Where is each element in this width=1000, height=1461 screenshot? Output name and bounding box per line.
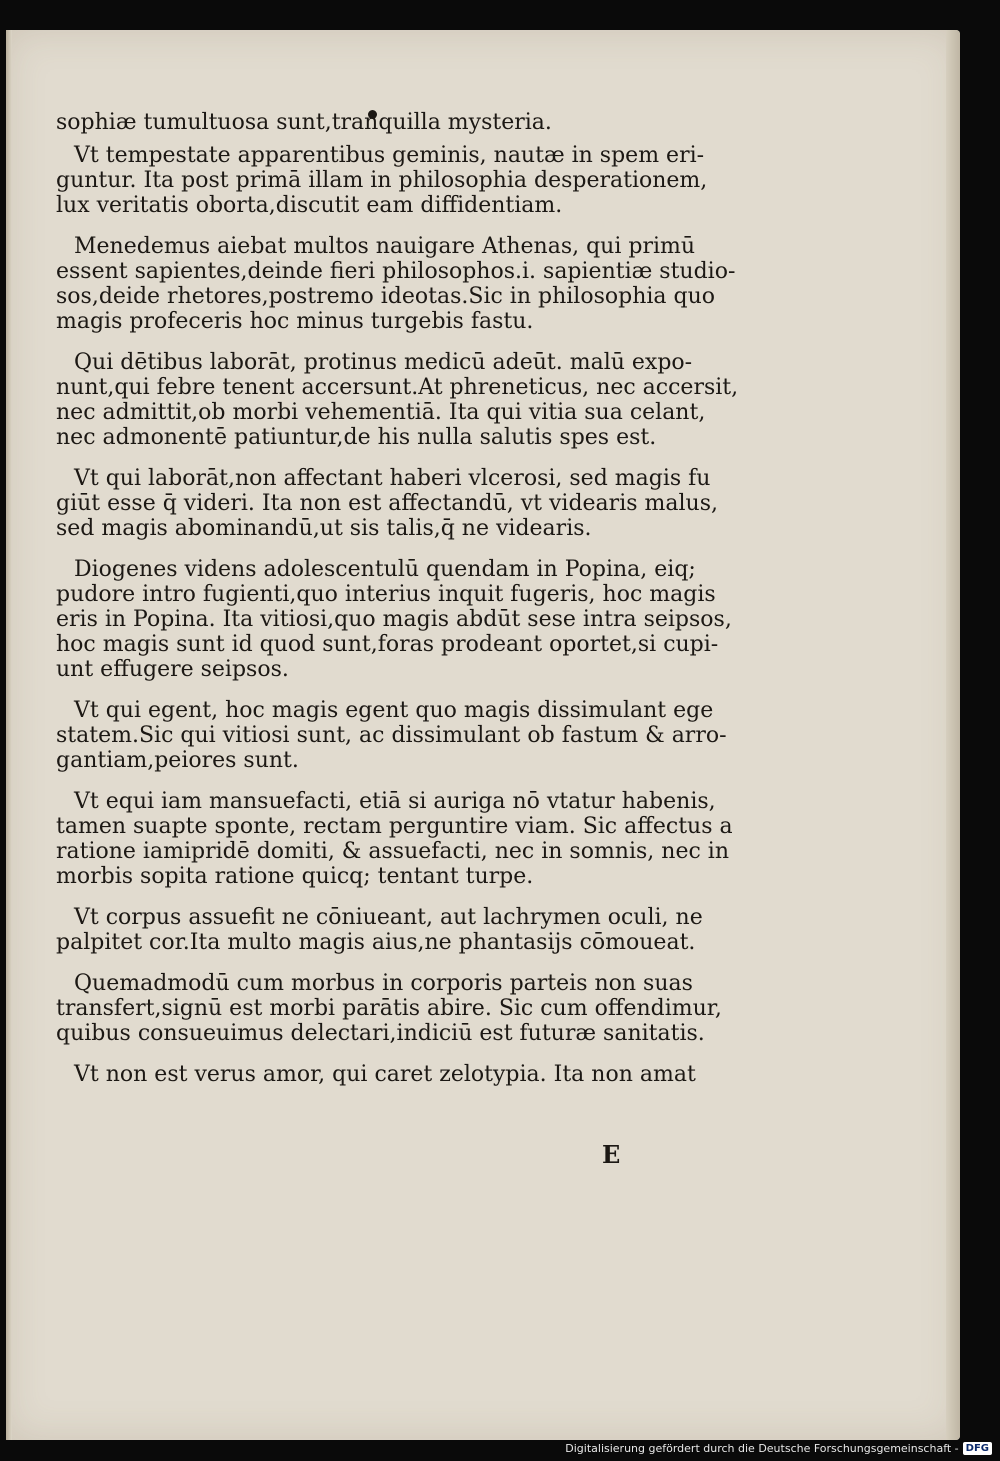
paragraph [56,698,727,773]
text-line: sed magis abominandū,ut sis talis,q̄ ne videaris. [56,516,592,541]
text-line: quibus consueuimus delectari,indiciū est futuræ sanitatis. [56,1021,705,1046]
text-line: Quemadmodū cum morbus in corporis parteis non suas [74,971,693,996]
paragraph [56,789,733,889]
paragraph [56,466,724,541]
text-line: essent sapientes,deinde fieri philosophos.i. sapientiæ studio- [56,259,736,284]
text-line: ratione iamipridē domiti, & assuefacti, nec in somnis, nec in [56,839,729,864]
signature-mark: E [602,1140,621,1169]
page-left-edge [6,30,12,1440]
text-line: nec admittit,ob morbi vehementiā. Ita qui vitia sua celant, [56,400,706,425]
paragraph [56,557,732,682]
text-line: transfert,signū est morbi parātis abire. Sic cum offendimur, [56,996,722,1021]
paragraph [56,905,724,955]
text-line: nunt,qui febre tenent accersunt.At phreneticus, nec accersit, [56,375,739,400]
text-line: pudore intro fugienti,quo interius inquit fugeris, hoc magis [56,582,716,607]
text-line: statem.Sic qui vitiosi sunt, ac dissimulant ob fastum & arro- [56,723,727,748]
text-line: Vt tempestate apparentibus geminis, nautæ in spem eri- [74,143,705,168]
text-line: nec admonentē patiuntur,de his nulla salutis spes est. [56,425,657,450]
page-right-edge [946,30,960,1440]
text-line: Vt corpus assuefit ne cōniueant, aut lachrymen oculi, ne [74,905,703,930]
text-line: lux veritatis oborta,discutit eam diffidentiam. [56,193,563,218]
paragraph [56,350,739,450]
text-line: guntur. Ita post primā illam in philosophia desperationem, [56,168,708,193]
paragraph [56,234,736,334]
credit-text: Digitalisierung gefördert durch die Deutsche Forschungsgemeinschaft - [565,1442,959,1455]
continued-line: sophiæ tumultuosa sunt,tranquilla mysteria. [56,110,552,135]
text-line: Vt non est verus amor, qui caret zelotypia. Ita non amat [74,1062,696,1087]
text-line: Menedemus aiebat multos nauigare Athenas, qui primū [74,234,696,259]
text-line: sos,deide rhetores,postremo ideotas.Sic in philosophia quo [56,284,716,309]
paragraph [56,971,724,1046]
text-line: palpitet cor.Ita multo magis aius,ne phantasijs cōmoueat. [56,930,696,955]
digitization-credit [565,1442,992,1455]
text-line: magis profeceris hoc minus turgebis fastu. [56,309,534,334]
text-line: unt effugere seipsos. [56,657,289,682]
text-line: Vt qui egent, hoc magis egent quo magis dissimulant ege [74,698,714,723]
text-line: Vt qui laborāt,non affectant haberi vlcerosi, sed magis fu [74,466,711,491]
text-line: giūt esse q̄ videri. Ita non est affectandū, vt videaris malus, [56,491,718,516]
text-line: morbis sopita ratione quicq; tentant turpe. [56,864,534,889]
paragraph [56,1062,724,1087]
dfg-logo-icon: DFG [963,1442,992,1455]
text-line: tamen suapte sponte, rectam perguntire viam. Sic affectus a [56,814,733,839]
text-line: Vt equi iam mansuefacti, etiā si auriga nō vtatur habenis, [74,789,716,814]
text-line: hoc magis sunt id quod sunt,foras prodeant oportet,si cupi- [56,632,719,657]
paragraph [56,143,724,218]
page-text [56,110,739,1103]
text-line: Qui dētibus laborāt, protinus medicū adeūt. malū expo- [74,350,693,375]
text-line: eris in Popina. Ita vitiosi,quo magis abdūt sese intra seipsos, [56,607,732,632]
text-line: Diogenes videns adolescentulū quendam in Popina, eiq; [74,557,696,582]
text-line: gantiam,peiores sunt. [56,748,299,773]
